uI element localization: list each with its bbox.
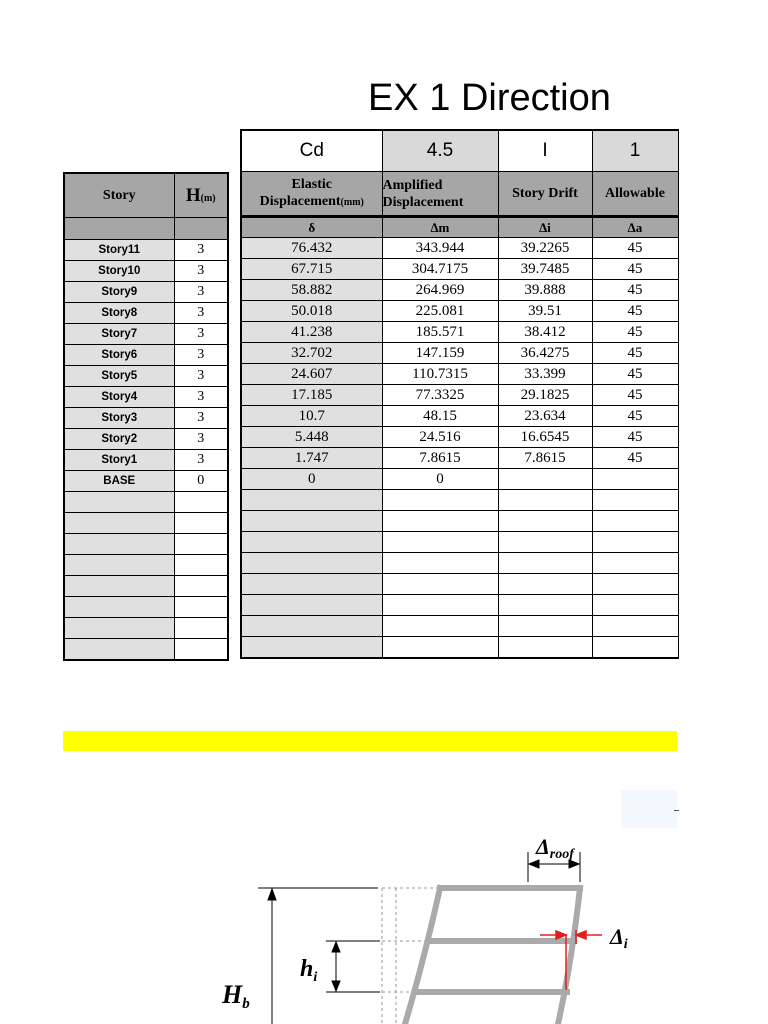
header-h-unit: (m) — [200, 192, 216, 204]
amplified-cell[interactable]: 147.159 — [382, 343, 498, 364]
amplified-cell[interactable]: 7.8615 — [382, 448, 498, 469]
story-height-dimension — [326, 941, 380, 992]
story-cell[interactable]: Story8 — [64, 303, 174, 324]
elastic-cell[interactable]: 50.018 — [241, 301, 382, 322]
elastic-cell[interactable]: 67.715 — [241, 259, 382, 280]
height-cell[interactable]: 3 — [174, 345, 228, 366]
height-cell[interactable]: 3 — [174, 408, 228, 429]
elastic-cell[interactable]: 17.185 — [241, 385, 382, 406]
amplified-cell[interactable]: 110.7315 — [382, 364, 498, 385]
header-amplified-line2: Displacement — [382, 194, 464, 210]
building-height-label: Hb — [222, 980, 250, 1012]
page-title: EX 1 Direction — [368, 77, 611, 119]
story-cell[interactable]: Story5 — [64, 366, 174, 387]
amplified-cell[interactable]: 48.15 — [382, 406, 498, 427]
story-height-label: $h_i$ — [300, 956, 318, 985]
allowable-cell[interactable]: 45 — [592, 259, 678, 280]
story-cell[interactable]: Story2 — [64, 429, 174, 450]
height-cell[interactable]: 0 — [174, 471, 228, 492]
amplified-cell[interactable]: 264.969 — [382, 280, 498, 301]
elastic-cell[interactable]: 1.747 — [241, 448, 382, 469]
symbol-delta[interactable]: δ — [241, 217, 382, 238]
deformed-frame — [405, 888, 580, 1024]
drift-cell[interactable]: 29.1825 — [498, 385, 592, 406]
drift-cell[interactable]: 39.2265 — [498, 238, 592, 259]
story-cell[interactable]: Story1 — [64, 450, 174, 471]
height-cell[interactable]: 3 — [174, 240, 228, 261]
elastic-cell[interactable]: 10.7 — [241, 406, 382, 427]
height-cell[interactable]: 3 — [174, 429, 228, 450]
elastic-cell[interactable]: 58.882 — [241, 280, 382, 301]
symbol-delta-a[interactable]: ∆a — [592, 217, 678, 238]
story-cell[interactable]: Story6 — [64, 345, 174, 366]
height-cell[interactable]: 3 — [174, 261, 228, 282]
story-cell[interactable]: Story7 — [64, 324, 174, 345]
story-cell[interactable]: BASE — [64, 471, 174, 492]
elastic-cell[interactable]: 24.607 — [241, 364, 382, 385]
cd-value-cell[interactable]: 4.5 — [382, 130, 498, 172]
elastic-cell[interactable]: 0 — [241, 469, 382, 490]
cd-label-cell[interactable]: Cd — [241, 130, 382, 172]
drift-cell[interactable]: 7.8615 — [498, 448, 592, 469]
header-amplified-line1: Amplified — [382, 177, 443, 193]
allowable-cell[interactable]: 45 — [592, 238, 678, 259]
allowable-cell[interactable]: 45 — [592, 427, 678, 448]
height-cell[interactable]: 3 — [174, 450, 228, 471]
elastic-cell[interactable]: 76.432 — [241, 238, 382, 259]
allowable-cell[interactable]: 45 — [592, 280, 678, 301]
amplified-cell[interactable]: 24.516 — [382, 427, 498, 448]
drift-cell[interactable]: 23.634 — [498, 406, 592, 427]
drift-cell[interactable]: 39.7485 — [498, 259, 592, 280]
elastic-cell[interactable]: 32.702 — [241, 343, 382, 364]
drift-cell[interactable]: 38.412 — [498, 322, 592, 343]
allowable-cell[interactable]: 45 — [592, 448, 678, 469]
story-cell[interactable]: Story9 — [64, 282, 174, 303]
header-allowable[interactable]: Allowable — [592, 172, 678, 217]
height-cell[interactable]: 3 — [174, 282, 228, 303]
story-cell[interactable]: Story11 — [64, 240, 174, 261]
i-value-cell[interactable]: 1 — [592, 130, 678, 172]
amplified-cell[interactable]: 343.944 — [382, 238, 498, 259]
height-cell[interactable]: 3 — [174, 366, 228, 387]
amplified-cell[interactable]: 304.7175 — [382, 259, 498, 280]
drift-cell[interactable]: 33.399 — [498, 364, 592, 385]
amplified-cell[interactable]: 0 — [382, 469, 498, 490]
header-h-main: H — [185, 184, 201, 206]
header-elastic-unit: (mm) — [340, 197, 364, 208]
amplified-cell[interactable]: 185.571 — [382, 322, 498, 343]
i-label-cell[interactable]: I — [498, 130, 592, 172]
header-elastic-line1: Elastic — [291, 177, 332, 192]
allowable-cell[interactable]: 45 — [592, 343, 678, 364]
drift-cell[interactable]: 39.51 — [498, 301, 592, 322]
drift-cell[interactable]: 16.6545 — [498, 427, 592, 448]
allowable-cell[interactable]: 45 — [592, 385, 678, 406]
allowable-cell[interactable]: 45 — [592, 322, 678, 343]
elastic-cell[interactable]: 41.238 — [241, 322, 382, 343]
allowable-cell[interactable]: 45 — [592, 406, 678, 427]
allowable-cell[interactable]: 45 — [592, 301, 678, 322]
elastic-cell[interactable]: 5.448 — [241, 427, 382, 448]
amplified-cell[interactable]: 77.3325 — [382, 385, 498, 406]
drift-cell[interactable]: 36.4275 — [498, 343, 592, 364]
story-drift-label: Δi — [610, 924, 628, 952]
height-cell[interactable]: 3 — [174, 324, 228, 345]
story-cell[interactable]: Story3 — [64, 408, 174, 429]
allowable-cell[interactable]: 45 — [592, 364, 678, 385]
drift-cell[interactable]: 39.888 — [498, 280, 592, 301]
header-story[interactable]: Story — [64, 173, 174, 218]
header-elastic-text: Displacement — [259, 194, 341, 209]
story-cell[interactable]: Story4 — [64, 387, 174, 408]
symbol-delta-m[interactable]: ∆m — [382, 217, 498, 238]
building-height-dimension — [258, 888, 378, 1024]
amplified-cell[interactable]: 225.081 — [382, 301, 498, 322]
header-story-drift[interactable]: Story Drift — [498, 172, 592, 217]
roof-displacement-label: Δroof — [536, 834, 574, 862]
story-cell[interactable]: Story10 — [64, 261, 174, 282]
height-cell[interactable]: 3 — [174, 387, 228, 408]
height-cell[interactable]: 3 — [174, 303, 228, 324]
symbol-delta-i[interactable]: ∆i — [498, 217, 592, 238]
